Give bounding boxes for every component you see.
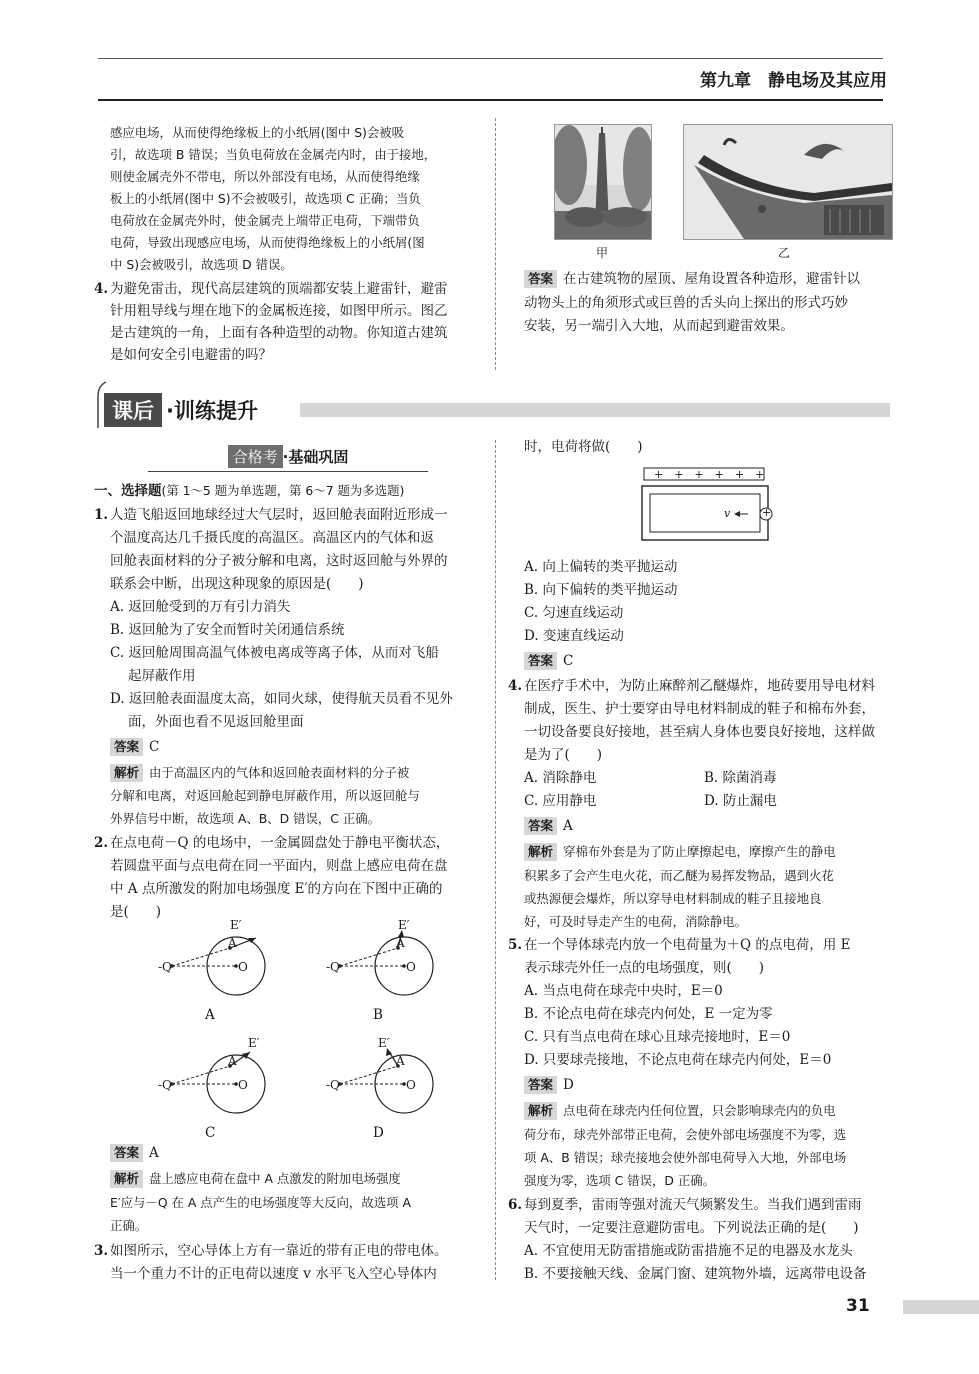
center-label: O	[406, 1078, 416, 1092]
hollow-conductor-diagram	[640, 466, 774, 544]
section-header	[104, 392, 258, 428]
explanation-line: 外界信号中断，故选项 A、B、D 错误，C 正确。	[110, 811, 381, 826]
column-divider-top	[495, 118, 496, 370]
question-line: 制成，医生、护士要穿由导电材料制成的鞋子和棉布外套，	[524, 701, 875, 717]
text-line: 中 S)会被吸引，故选项 D 错误。	[110, 257, 293, 272]
question-line: 是如何安全引电避雷的吗？	[110, 347, 272, 363]
option: D. 变速直线运动	[524, 628, 624, 644]
diagram-option-a	[150, 918, 270, 1010]
part-title	[94, 480, 404, 502]
answer-value: C	[149, 739, 160, 755]
question-number: 1.	[94, 507, 109, 523]
option: D. 返回舱表面温度太高，如同火球，使得航天员看不见外	[110, 691, 453, 707]
field-label: E′	[248, 1036, 260, 1050]
question-number: 4.	[508, 678, 523, 694]
answer-tag: 答案	[524, 1076, 557, 1094]
field-label: E′	[398, 918, 410, 932]
explanation-line: 由于高温区内的气体和返回舱表面材料的分子被	[149, 765, 410, 780]
positive-charges-label: + + + + + +	[654, 468, 765, 481]
answer-value: A	[563, 818, 573, 834]
question-line: 针用粗导线与埋在地下的金属板连接，如图甲所示。图乙	[110, 303, 448, 319]
text-line: 则使金属壳外不带电，所以外部没有电场，从而使得绝缘	[110, 169, 420, 184]
explanation-tag: 解析	[110, 764, 143, 782]
answer-tag: 答案	[524, 270, 557, 288]
answer-value: A	[149, 1145, 159, 1161]
answer-value: C	[563, 653, 574, 669]
question-line: 在一个导体球壳内放一个电荷量为＋Q 的点电荷，用 E	[524, 937, 851, 953]
part-title-label: 一、选择题	[94, 483, 162, 499]
question-number: 2.	[94, 835, 109, 851]
question-number: 3.	[94, 1243, 109, 1259]
page-number: 31	[846, 1296, 870, 1316]
question-line: 若圆盘平面与点电荷在同一平面内，则盘上感应电荷在盘	[110, 858, 448, 874]
question-line: 联系会中断，出现这种现象的原因是( )	[110, 576, 364, 592]
question-line: 在点电荷－Q 的电场中，一金属圆盘处于静电平衡状态，	[110, 835, 450, 851]
center-label: O	[238, 960, 248, 974]
header-bottom-rule	[98, 99, 883, 101]
text-line: 板上的小纸屑(图中 S)不会被吸引，故选项 C 正确；当负	[110, 191, 421, 206]
point-label: A	[396, 1054, 405, 1068]
option: C. 匀速直线运动	[524, 605, 624, 621]
charge-symbol: +	[762, 506, 772, 519]
question-line: 为避免雷击，现代高层建筑的顶端都安装上避雷针，避雷	[110, 281, 448, 297]
question-line: 在医疗手术中，为防止麻醉剂乙醚爆炸，地砖要用导电材料	[524, 678, 875, 694]
diagram-option-b	[318, 918, 438, 1010]
answer-value: D	[563, 1077, 574, 1093]
explanation-line: 荷分布，球壳外部带正电荷，会使外部电场强度不为零，选	[524, 1127, 847, 1142]
answer-line: 动物头上的角须形式或巨兽的舌头向上探出的形式巧妙	[524, 295, 848, 311]
question-line: 当一个重力不计的正电荷以速度 v 水平飞入空心导体内	[110, 1266, 437, 1282]
explanation-line: 强度为零，选项 C 错误，D 正确。	[524, 1173, 716, 1188]
option: 面，外面也看不见返回舱里面	[128, 714, 304, 730]
answer-tag: 答案	[110, 738, 143, 756]
option: C. 返回舱周围高温气体被电离成等离子体，从而对飞船	[110, 645, 439, 661]
subsection-dark: 合格考	[228, 445, 283, 468]
diagram-label: D	[373, 1125, 384, 1141]
diagram-label: C	[205, 1125, 216, 1141]
option: A. 向上偏转的类平抛运动	[524, 559, 678, 575]
subsection-header	[148, 445, 428, 472]
answer-tag: 答案	[110, 1144, 143, 1162]
question-line: 每到夏季，雷雨等强对流天气频繁发生。当我们遇到雷雨	[524, 1197, 862, 1213]
option: A. 返回舱受到的万有引力消失	[110, 599, 291, 615]
point-label: A	[228, 1054, 237, 1068]
option: B. 不要接触天线、金属门窗、建筑物外墙，远离带电设备	[524, 1266, 867, 1282]
option: B. 返回舱为了安全而暂时关闭通信系统	[110, 622, 345, 638]
explanation-line: 穿棉布外套是为了防止摩擦起电，摩擦产生的静电	[563, 844, 836, 859]
diagram-label: B	[373, 1007, 383, 1023]
option: B. 除菌消毒	[704, 770, 777, 786]
option: A. 消除静电	[524, 770, 597, 786]
explanation-line: 项 A、B 错误；球壳接地会使外部电荷导入大地，外部电场	[524, 1150, 847, 1165]
part-title-note: (第 1～5 题为单选题，第 6～7 题为多选题)	[161, 483, 405, 498]
question-line: 个温度高达几千摄氏度的高温区。高温区内的气体和返	[110, 530, 434, 546]
answer-tag: 答案	[524, 817, 557, 835]
option: C. 应用静电	[524, 793, 597, 809]
question-number: 5.	[508, 937, 523, 953]
subsection-text: ·基础巩固	[282, 448, 349, 466]
explanation-line: E′应与－Q 在 A 点产生的电场强度等大反向，故选项 A	[110, 1195, 411, 1210]
question-line: 中 A 点所激发的附加电场强度 E′的方向在下图中正确的	[110, 881, 443, 897]
footer-bar	[903, 1300, 979, 1314]
section-bar	[300, 403, 890, 417]
answer-line: 在古建筑物的屋顶、屋角设置各种造形，避雷针以	[563, 271, 861, 287]
option: B. 向下偏转的类平抛运动	[524, 582, 678, 598]
question-number: 4.	[94, 281, 109, 297]
explanation-line: 好，可及时导走产生的电荷，消除静电。	[524, 914, 748, 929]
field-label: E′	[230, 918, 242, 932]
diagram-option-c	[150, 1036, 270, 1128]
velocity-label: v	[724, 507, 731, 520]
question-line: 如图所示，空心导体上方有一靠近的带有正电的带电体。	[110, 1243, 448, 1259]
explanation-line: 点电荷在球壳内任何位置，只会影响球壳内的负电	[563, 1103, 836, 1118]
question-line: 是为了( )	[524, 747, 603, 763]
figure-caption-jia: 甲	[596, 246, 609, 260]
explanation-line: 分解和电离，对返回舱起到静电屏蔽作用，所以返回舱与	[110, 788, 420, 803]
header-top-rule	[98, 58, 883, 59]
field-label: E′	[378, 1036, 390, 1050]
question-line: 表示球壳外任一点的电场强度，则( )	[524, 960, 765, 976]
explanation-line: 积累多了会产生电火花，而乙醚为易挥发物品，遇到火花	[524, 868, 834, 883]
text-line: 电荷放在金属壳外时，使金属壳上端带正电荷，下端带负	[110, 213, 420, 228]
question-line: 一切设备要良好接地，甚至病人身体也要良好接地，这样做	[524, 724, 875, 740]
center-label: O	[238, 1078, 248, 1092]
explanation-tag: 解析	[110, 1170, 143, 1188]
diagram-label: A	[205, 1007, 215, 1023]
charge-label: -Q	[158, 1078, 172, 1092]
question-3-continued: 时，电荷将做( )	[524, 439, 643, 455]
point-label: A	[228, 936, 237, 950]
option: D. 防止漏电	[704, 793, 777, 809]
explanation-tag: 解析	[524, 843, 557, 861]
figure-caption-yi: 乙	[778, 246, 791, 260]
section-header-text: ·训练提升	[166, 399, 258, 423]
answer-tag: 答案	[524, 652, 557, 670]
chapter-title: 第九章 静电场及其应用	[700, 71, 887, 91]
section-header-dark: 课后	[104, 393, 162, 427]
point-label: A	[396, 936, 405, 950]
text-line: 感应电场，从而使得绝缘板上的小纸屑(图中 S)会被吸	[110, 125, 405, 140]
explanation-tag: 解析	[524, 1102, 557, 1120]
option: A. 不宜使用无防雷措施或防雷措施不足的电器及水龙头	[524, 1243, 853, 1259]
question-line: 人造飞船返回地球经过大气层时，返回舱表面附近形成一	[110, 507, 448, 523]
question-line: 回舱表面材料的分子被分解和电离，这时返回舱与外界的	[110, 553, 448, 569]
option: 起屏蔽作用	[128, 668, 196, 684]
question-line: 是( )	[110, 904, 162, 920]
text-line: 引，故选项 B 错误；当负电荷放在金属壳内时，由于接地，	[110, 147, 437, 162]
center-label: O	[406, 960, 416, 974]
skyscraper-photo	[554, 124, 652, 240]
question-line: 是古建筑的一角，上面有各种造型的动物。你知道古建筑	[110, 325, 448, 341]
text-line: 电荷，导致出现感应电场，从而使得绝缘板上的小纸屑(图	[110, 235, 425, 250]
charge-label: -Q	[326, 960, 340, 974]
diagram-option-d	[318, 1036, 438, 1128]
column-divider-main	[495, 440, 496, 1280]
option: D. 只要球壳接地，不论点电荷在球壳内何处，E＝0	[524, 1052, 832, 1068]
ancient-building-photo	[683, 124, 893, 240]
question-line: 天气时，一定要注意避防雷电。下列说法正确的是( )	[524, 1220, 859, 1236]
explanation-line: 正确。	[110, 1218, 148, 1233]
explanation-line: 盘上感应电荷在盘中 A 点激发的附加电场强度	[149, 1171, 401, 1186]
explanation-line: 或热源便会爆炸，所以穿导电材料制成的鞋子且接地良	[524, 891, 822, 906]
question-number: 6.	[508, 1197, 523, 1213]
charge-label: -Q	[326, 1078, 340, 1092]
charge-label: -Q	[158, 960, 172, 974]
option: C. 只有当点电荷在球心且球壳接地时，E＝0	[524, 1029, 791, 1045]
option: A. 当点电荷在球壳中央时，E＝0	[524, 983, 723, 999]
answer-line: 安装，另一端引入大地，从而起到避雷效果。	[524, 318, 794, 334]
option: B. 不论点电荷在球壳内何处，E 一定为零	[524, 1006, 773, 1022]
